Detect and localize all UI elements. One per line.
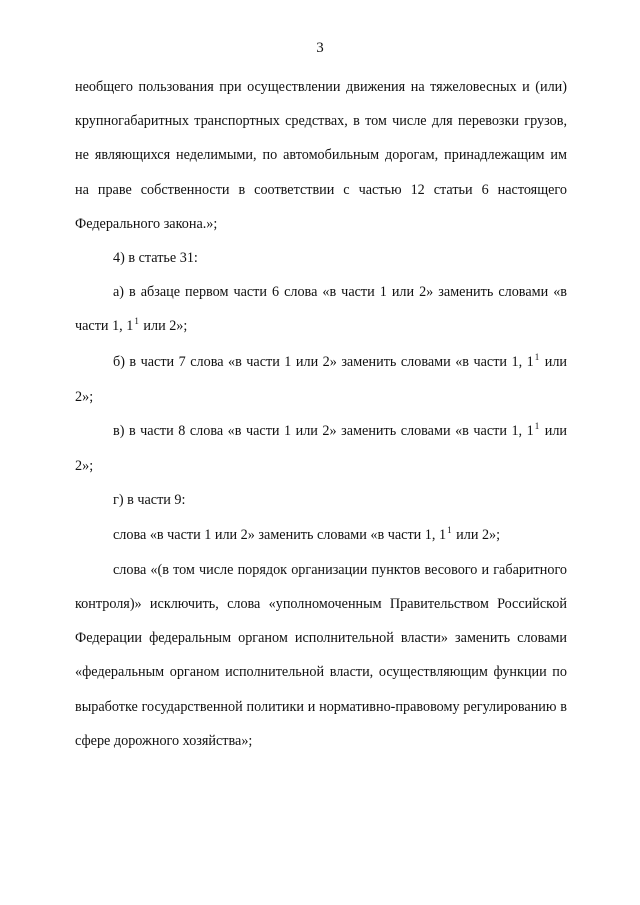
item-v-text-end: или 2»; bbox=[75, 423, 568, 475]
paragraph-item-v bbox=[75, 414, 567, 483]
item-b-superscript: 1 bbox=[534, 351, 540, 362]
paragraph-words-replace bbox=[75, 518, 567, 553]
item-a-text-end: или 2»; bbox=[139, 318, 188, 335]
paragraph-article-31-heading: 4) в статье 31: bbox=[113, 250, 198, 267]
item-a-superscript: 1 bbox=[134, 316, 139, 327]
item-a-text: а) в абзаце первом части 6 слова «в части 1 или 2» заменить словами «в части 1, 1 bbox=[75, 284, 567, 335]
item-b-text: б) в части 7 слова «в части 1 или 2» заменить словами «в части 1, 1 bbox=[113, 353, 534, 370]
document-body bbox=[75, 70, 567, 758]
paragraph-continuation: необщего пользования при осуществлении движения на тяжеловесных и (или) крупногабаритных транспортных средствах, в том числе для перевозки грузов, не являющихся неделимыми, по автомобильным дорогам, принадлежащим им на праве собственности в соответствии с частью 12 статьи 6 настоящего Федерального закона.»; bbox=[75, 79, 567, 232]
paragraph-item-a bbox=[75, 275, 567, 344]
words-replace-text-end: или 2»; bbox=[452, 526, 501, 543]
item-v-text: в) в части 8 слова «в части 1 или 2» заменить словами «в части 1, 1 bbox=[113, 423, 534, 440]
paragraph-words-exclude: слова «(в том числе порядок организации пунктов весового и габаритного контроля)» исключить, слова «уполномоченным Правительством Российской Федерации федеральным органом исполнительной власти» заменить словами «федеральным органом исполнительной власти, осуществляющим функции по выработке государственной политики и нормативно-правовому регулированию в сфере дорожного хозяйства»; bbox=[75, 561, 567, 749]
words-replace-text: слова «в части 1 или 2» заменить словами «в части 1, 1 bbox=[113, 526, 447, 543]
paragraph-item-g: г) в части 9: bbox=[113, 492, 186, 509]
item-b-text-end: или 2»; bbox=[75, 353, 567, 405]
words-replace-superscript: 1 bbox=[447, 524, 452, 535]
page-number: 3 bbox=[316, 40, 324, 56]
paragraph-item-b bbox=[75, 345, 567, 414]
item-v-superscript: 1 bbox=[534, 421, 540, 432]
